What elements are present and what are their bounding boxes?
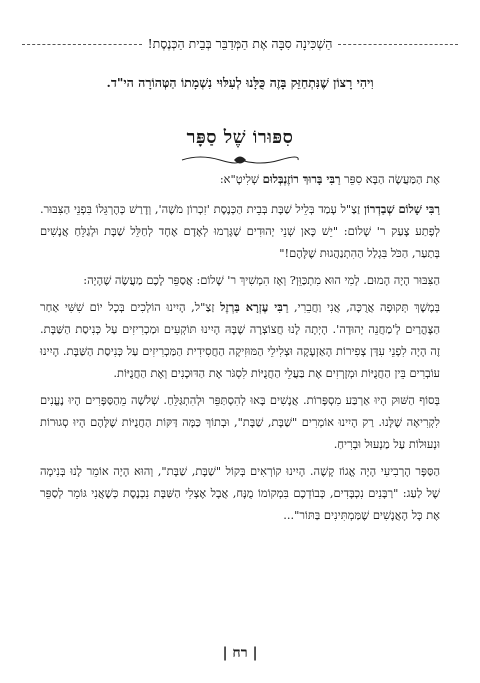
dashed-rule-left bbox=[22, 44, 142, 45]
paragraph-3-text-b: זַצַ"ל, הָיִינוּ הוֹלְכִים בְּכָל יוֹם שִׁשִּׁי אַחַר הַצָּהֳרַיִם לְ'מַחֲנֵה יְהוּדָה'. הָיְתָה לָנוּ חֲצוֹצְרָה שֶׁבָּהּ הָיִינוּ תּוֹקְעִים וּמַכְרִיזִים עַל כְּנִיסַת הַשַּׁבָּת. זֶה הָיָה לִפְנֵי עִדַּן צְפִירוֹת הָאַזְעָקָה וּצְלִילֵי הַמּוּזִיקָה הַחֲסִידִית הַמַּכְרִיזִים עַל כְּנִיסַת הַשַּׁבָּת. הָיִינוּ עוֹבְרִים בֵּין הַחֲנֻיּוֹת וּמְזָרְזִים אֶת בַּעֲלֵי הַחֲנֻיּוֹת לִסְגֹּר אֶת הַדּוּכָנִים וְאֶת הַחֲנֻיּוֹת. bbox=[40, 300, 440, 380]
paragraph-1-text: זַצַ"ל עָמַד בְּלֵיל שַׁבָּת בְּבֵית הַכְּנֶסֶת 'זִכְרוֹן מֹשֶׁה', וְדָרַשׁ כְּהֶרְגֵּלוֹ בִּפְנֵי הַצִּבּוּר. לְפֶתַע צָעַק ר' שָׁלוֹם: "יֵשׁ כָּאן שְׁנֵי יְהוּדִים שֶׁגָּרְמוּ לְאָדָם אֶחָד לְחַלֵּל שַׁבָּת וּלְגַלֵּחַ אֲנָשִׁים בְּתַעַר, הַכֹּל בִּגְלַל הַהִתְנַהֲגוּת שֶׁלָּהֶם!" bbox=[40, 202, 440, 260]
story-body bbox=[40, 168, 440, 529]
paragraph-1 bbox=[40, 198, 440, 264]
paragraph-4: בְּסוֹף הַשּׁוּק הָיוּ אַרְבַּע מִסְפָּרוֹת. אֲנָשִׁים בָּאוּ לְהִסְתַּפֵּר וּלְהִתְגַּלֵּחַ. שְׁלֹשָׁה מֵהַסַּפָּרִים הָיוּ נֶעֱנִים לִקְרִיאָה שֶׁלָּנוּ. רַק הָיִינוּ אוֹמְרִים "שַׁבָּת, שַׁבָּת", וּבְתוֹךְ כַּמָּה דַּקּוֹת הַחֲנֻיּוֹת שֶׁלָּהֶם הָיוּ סְגוּרוֹת וּנְעוּלוֹת עַל מַנְעוּל וּבְרִיחַ. bbox=[40, 393, 440, 451]
page-number: | רח | bbox=[222, 645, 258, 661]
intro-paragraph bbox=[40, 168, 440, 190]
intro-text-b: שְׁלִיטָ"א: bbox=[219, 172, 263, 186]
rabbi-name-2: רַבִּי עֶזְרָא בַּרְזֶל bbox=[220, 300, 289, 314]
intro-text-a: אֶת הַמַּעֲשֶׂה הַבָּא סִפֵּר bbox=[340, 172, 440, 186]
section-heading: סִפּוּרוֹ שֶׁל סַפָּר bbox=[186, 127, 294, 148]
top-note-line bbox=[22, 36, 458, 52]
paragraph-3 bbox=[40, 296, 440, 384]
rabbi-name-1: רַבִּי שָׁלוֹם שְׁבַדְרוֹן bbox=[363, 202, 440, 216]
paragraph-5: הַסַּפָּר הָרְבִיעִי הָיָה אֱגוֹז קָשֶׁה. הָיִינוּ קוֹרְאִים בְּקוֹל "שַׁבָּת, שַׁבָּת", וְהוּא הָיָה אוֹמֵר לָנוּ בְּנִימָה שֶׁל לַעַג: "רַבָּנִים נִכְבָּדִים, כְּבוֹדְכֶם בִּמְקוֹמוֹ מֻנָּח, אֲבָל אֶצְלִי הַשַּׁבָּת נִכְנֶסֶת כְּשֶׁאֲנִי גּוֹמֵר לְסַפֵּר אֶת כָּל הָאֲנָשִׁים שֶׁמַּמְתִּינִים בַּתּוֹר"... bbox=[40, 464, 440, 522]
paragraph-2: הַצִּבּוּר הָיָה הָמוּם. לְמִי הוּא מִתְכַּוֵּן? וְאָז הִמְשִׁיךְ ר' שָׁלוֹם: אֲסַפֵּר לָכֶם מַעֲשֶׂה שֶׁהָיָה: bbox=[83, 273, 440, 287]
flourish-icon bbox=[180, 153, 300, 167]
narrator-name: רַבִּי בָּרוּךְ רוֹזֶנְבְּלוּם bbox=[262, 172, 341, 186]
memorial-wish: וִיהִי רָצוֹן שֶׁנִּתְחַזֵּק בָּזֶה כֻּלָּנוּ לְעִלּוּי נִשְׁמָתוֹ הַטְּהוֹרָה הי"ד. bbox=[106, 75, 374, 90]
dashed-rule-right bbox=[338, 44, 458, 45]
top-note: הַשְׁכִּינָה סִבָּה אֶת הַמְּדַבֵּר בְּבֵית הַכְּנֶסֶת! bbox=[147, 36, 333, 51]
paragraph-3-text-a: בְּמֶשֶׁךְ תְּקוּפָה אֲרֻכָּה, אֲנִי וַחֲבֵרִי, bbox=[288, 300, 441, 314]
